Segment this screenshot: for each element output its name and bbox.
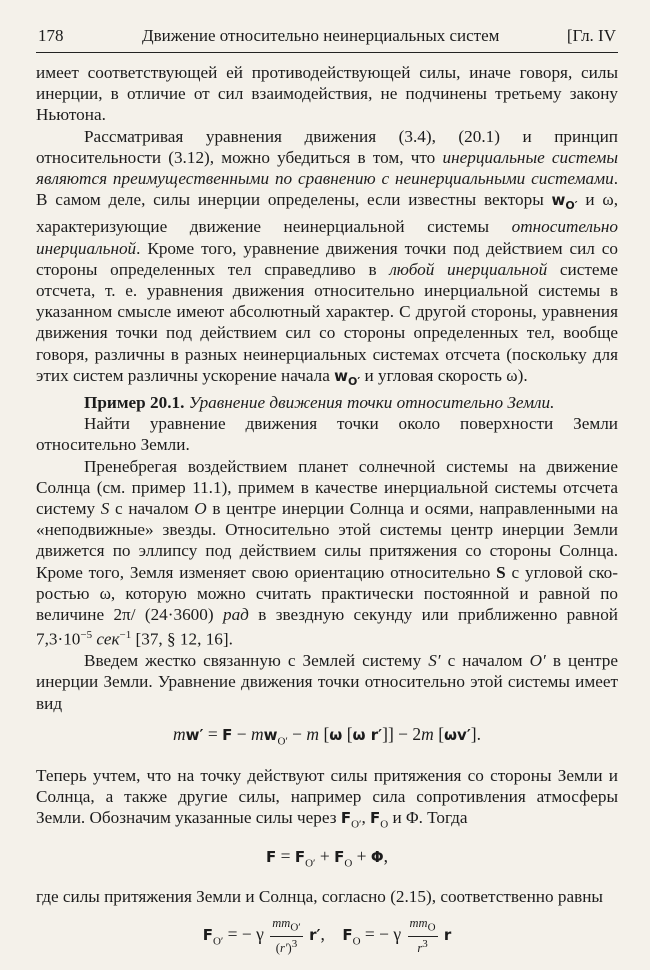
paragraph-5: Введем жестко связанную с Землей систему S′ с началом O′ в центре инерции Земли. Уравнение движения точки относительно этой системы имеет вид [36,651,618,713]
running-title: Движение относительно неинерциальных систем [142,26,500,45]
running-header [38,22,616,50]
paragraph-4: Пренебрегая воздействием планет солнечной системы на движение Солнца (см. пример 11.1), примем в качестве инерциальной системы отсчета систему S с началом O в центре инерции Солнца и осями, направленными на «неподвижные» звезды. Относительно этой системы центр инерции Земли движется по эллипсу под действием силы притяжения со стороны Солнца. Кроме того, Земля изменяет свою ориентацию относительно S с угловой скоростью ω, которую можно считать практически постоянной и равной по величине 2π/ (24·3600) рад в звездную секунду или приближенно равной $7,3\cdot 10^{-5}$ сек$^{-1}$ [37, § 12, 16]. [36,456,619,650]
header-rule [36,52,618,53]
example-title: Уравнение движения точки относительно Земли. [188,393,555,413]
paragraph-1: имеет соответствующей ей противодействующей силы, иначе говоря, силы инерции, в отличие от сил взаимодействия, не подчинены третьему закону Ньютона. [36,63,618,125]
page-number: 178 [38,26,64,45]
paragraph-7: где силы притяжения Земли и Солнца, согласно (2.15), соответственно равны [36,887,603,907]
paragraph-3: Найти уравнение движения точки около поверхности Земли относительно Земли. [36,414,618,455]
example-heading [36,392,618,413]
paragraph-2: Рассматривая уравнения движения (3.4), (20.1) и принцип относительности (3.12), можно убедиться в том, что инерциальные системы являются преимущественными по сравнению с неинерциальными системами. В самом деле, силы инерции определены, если известны векторы $w_{O'}$ и ω, характеризующие движение неинерциальной системы относительно инерциальной. Кроме того, уравнение движения точки под действием сил со стороны определенных тел справедливо в любой инерциальной системе отсчета, т. е. уравнения движения относительно инерциальной системы в указанном смысле имеют абсолютный характер. С другой стороны, уравнения движения точки под действием сил со стороны определенных тел, вообще говоря, различны в разных неинерциальных системах отсчета (поскольку для этих систем различны ускорение начала $w_{O'}$ и угловая скорость ω). [36,126,619,388]
example-number: Пример 20.1. [84,393,185,413]
equation-gravity: $F_{O'}$ = − γ $\frac{mm_{O'}}{(r')^3}$ r′, $F_O$ = − γ $\frac{mm_O}{r^3}$ r [202,916,452,956]
page-body [36,62,618,967]
equation-force-sum: $F = F_{O'} + F_O + \Phi$, [265,845,389,870]
paragraph-6: Теперь учтем, что на точку действуют силы притяжения со стороны Земли и Солнца, а также другие силы, например сила сопротивления атмосферы Земли. Обозначим указанные силы через $F_{O'}$, $F_O$ и Φ. Тогда [36,765,618,831]
chapter-label: [Гл. IV [566,26,616,45]
equation-motion: $mw' = F - mw_{O'} - m$ [ω [ω r′]] − 2m [ωv′]. [172,723,481,748]
